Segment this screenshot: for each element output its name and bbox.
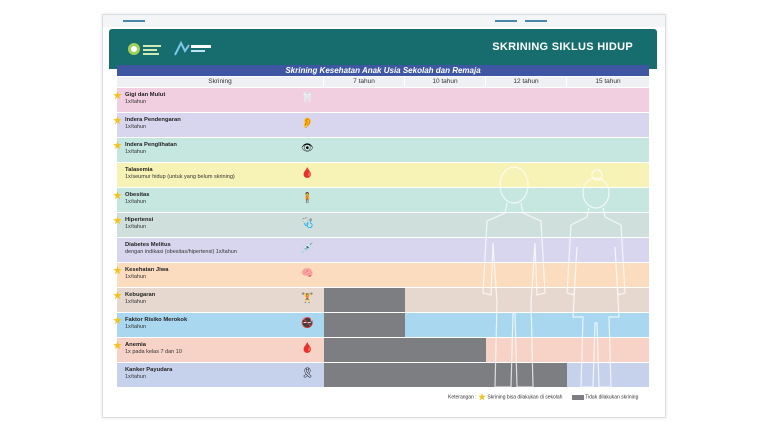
no-screening-cell xyxy=(324,338,405,362)
screening-name: Anemia xyxy=(125,342,146,348)
screening-frequency: 1x/tahun xyxy=(125,123,147,130)
body-icon: 🧍 xyxy=(301,193,314,204)
table-row xyxy=(117,213,649,237)
row-label xyxy=(125,167,305,180)
cigarette-icon: 🚭 xyxy=(301,318,314,329)
school-screening-star-icon xyxy=(113,266,122,275)
head-icon: 🧠 xyxy=(301,268,314,279)
pink-ribbon-icon: 🎗 xyxy=(301,368,314,379)
screening-frequency: 1x/tahun xyxy=(125,223,147,230)
screening-name: Talasemia xyxy=(125,167,153,173)
blood-drop-icon: 🩸 xyxy=(301,168,314,179)
table-row xyxy=(117,363,649,387)
column-header-12-tahun: 12 tahun xyxy=(486,77,566,87)
row-label xyxy=(125,342,305,355)
header-bar xyxy=(109,29,657,69)
top-strip xyxy=(103,15,665,27)
screening-frequency: 1x/tahun xyxy=(125,148,147,155)
row-label xyxy=(125,267,305,280)
page-title: SKRINING SIKLUS HIDUP xyxy=(492,41,633,53)
row-label xyxy=(125,142,305,155)
row-label xyxy=(125,192,305,205)
glucose-meter-icon: 💉 xyxy=(301,243,314,254)
school-screening-star-icon xyxy=(113,291,122,300)
screening-frequency: 1x/tahun xyxy=(125,98,147,105)
school-screening-star-icon xyxy=(113,316,122,325)
screening-frequency: 1x/seumur hidup (untuk yang belum skrining) xyxy=(125,173,235,180)
eye-icon: 👁 xyxy=(301,143,314,154)
row-label xyxy=(125,317,305,330)
screening-frequency: 1x pada kelas 7 dan 10 xyxy=(125,348,182,355)
screening-name: Obesitas xyxy=(125,192,150,198)
legend xyxy=(448,393,638,401)
dumbbell-icon: 🏋 xyxy=(301,293,314,304)
school-screening-star-icon xyxy=(113,191,122,200)
legend-star-icon xyxy=(478,393,486,401)
column-header-10-tahun: 10 tahun xyxy=(405,77,485,87)
screening-name: Diabetes Melitus xyxy=(125,242,171,248)
screening-name: Kanker Payudara xyxy=(125,367,173,373)
legend-star-label: Skrining bisa dilakukan di sekolah xyxy=(487,394,563,401)
row-label xyxy=(125,92,305,105)
screening-frequency: 1x/tahun xyxy=(125,198,147,205)
table-row xyxy=(117,163,649,187)
screening-name: Faktor Risiko Merokok xyxy=(125,317,188,323)
legend-prefix: Keterangan : xyxy=(448,394,477,401)
row-label xyxy=(125,292,305,305)
screening-name: Kebugaran xyxy=(125,292,156,298)
screening-frequency: 1x/tahun xyxy=(125,298,147,305)
column-header-15-tahun: 15 tahun xyxy=(567,77,649,87)
table-row xyxy=(117,188,649,212)
table-row xyxy=(117,113,649,137)
no-screening-cell xyxy=(324,288,405,312)
no-screening-cell xyxy=(324,363,405,387)
table-row xyxy=(117,263,649,287)
row-label xyxy=(125,242,305,255)
screening-frequency: 1x/tahun xyxy=(125,323,147,330)
school-screening-star-icon xyxy=(113,216,122,225)
school-screening-star-icon xyxy=(113,341,122,350)
no-screening-cell xyxy=(486,363,567,387)
no-screening-cell xyxy=(324,313,405,337)
column-header-7-tahun: 7 tahun xyxy=(324,77,404,87)
column-header-skrining: Skrining xyxy=(117,77,323,87)
school-screening-star-icon xyxy=(113,116,122,125)
school-screening-star-icon xyxy=(113,91,122,100)
screening-frequency: dengan indikasi (obesitas/hipertensi) 1x/tahun xyxy=(125,248,237,255)
legend-gray-swatch xyxy=(572,395,584,400)
ear-icon: 👂 xyxy=(301,118,314,129)
table-row xyxy=(117,288,649,312)
screening-frequency: 1x/tahun xyxy=(125,373,147,380)
screening-name: Gigi dan Mulut xyxy=(125,92,166,98)
screening-name: Indera Penglihatan xyxy=(125,142,177,148)
tooth-icon: 🦷 xyxy=(301,93,314,104)
legend-gray-label: Tidak dilakukan skrining xyxy=(585,394,639,401)
no-screening-cell xyxy=(405,338,486,362)
infographic-sheet xyxy=(102,14,666,418)
screening-name: Kesehatan Jiwa xyxy=(125,267,169,273)
no-screening-cell xyxy=(405,363,486,387)
row-label xyxy=(125,117,305,130)
row-label xyxy=(125,367,305,380)
screening-name: Indera Pendengaran xyxy=(125,117,181,123)
blood-pressure-icon: 🩺 xyxy=(301,218,314,229)
table-title: Skrining Kesehatan Anak Usia Sekolah dan Remaja xyxy=(117,65,649,76)
ministry-logo-icon xyxy=(127,39,163,59)
table-row xyxy=(117,88,649,112)
screening-name: Hipertensi xyxy=(125,217,154,223)
table-row xyxy=(117,313,649,337)
table-row xyxy=(117,338,649,362)
school-screening-star-icon xyxy=(113,141,122,150)
table-row xyxy=(117,238,649,262)
germas-logo-icon xyxy=(173,39,213,59)
blood-drop-plus-icon: 🩸 xyxy=(301,343,314,354)
row-label xyxy=(125,217,305,230)
table-row xyxy=(117,138,649,162)
screening-frequency: 1x/tahun xyxy=(125,273,147,280)
